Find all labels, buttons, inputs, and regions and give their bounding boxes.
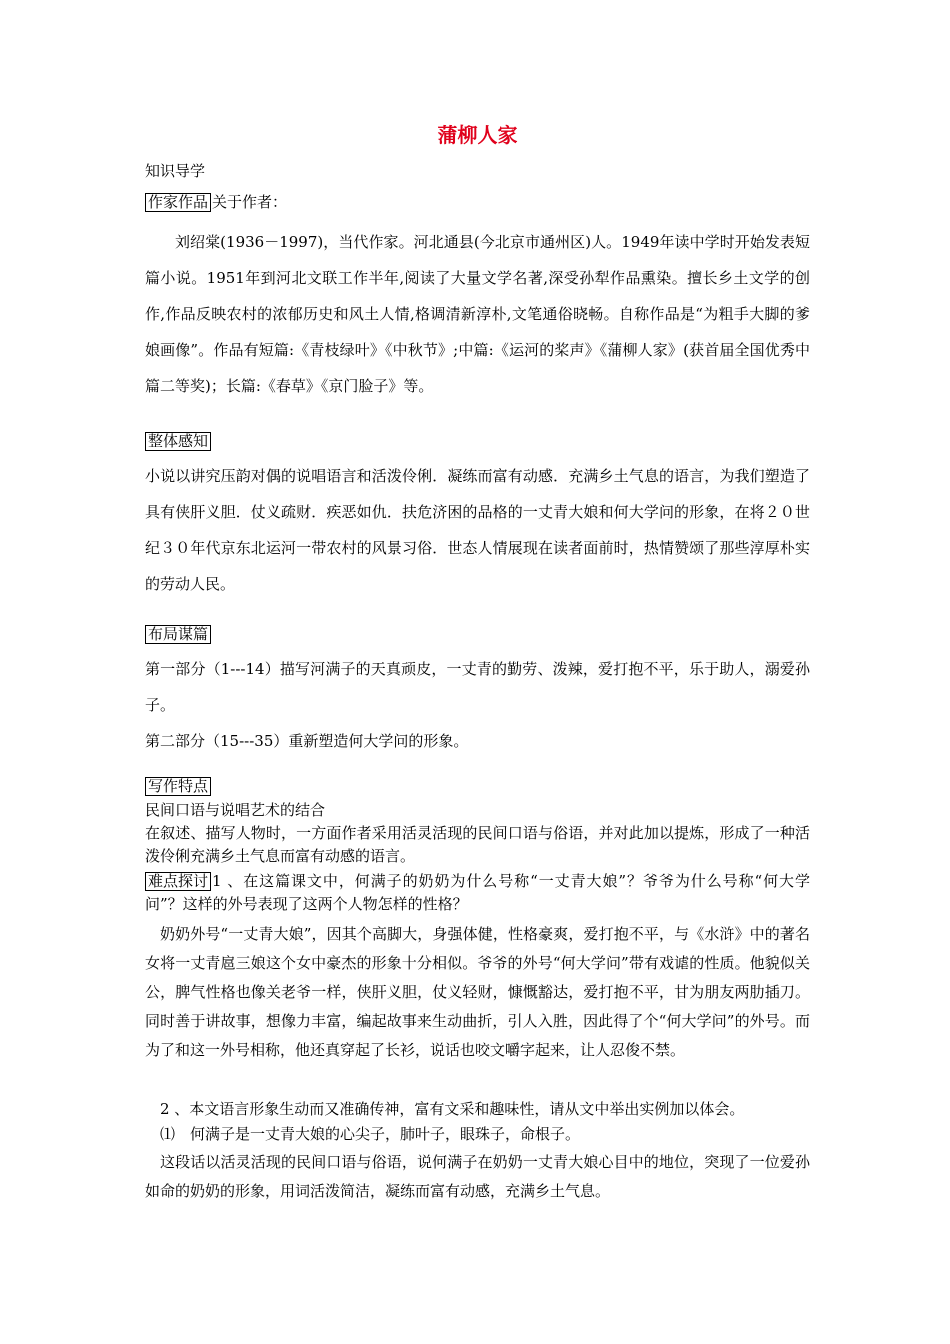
overall-paragraph: 小说以讲究压韵对偶的说唱语言和活泼伶俐．凝练而富有动感．充满乡土气息的语言，为我们塑造了具有侠肝义胆．仗义疏财．疾恶如仇．扶危济困的品格的一丈青大娘和何大学问的形象，在将２０世纪３０年代京东北运河一带农村的风景习俗．世态人情展现在读者面前时，热情赞颂了那些淳厚朴实的劳动人民。	[145, 467, 810, 593]
author-section-tag: 作家作品	[145, 193, 211, 212]
layout-heading-row	[145, 623, 810, 645]
overall-heading-row	[145, 430, 810, 452]
layout-section-tag: 布局谋篇	[145, 625, 211, 644]
answer-2-paragraph: 这段话以活灵活现的民间口语与俗语，说何满子在奶奶一丈青大娘心目中的地位，突现了一位爱孙如命的奶奶的形象，用词活泼简洁，凝练而富有动感，充满乡土气息。	[145, 1153, 810, 1200]
author-intro-label: 关于作者：	[212, 193, 288, 211]
writing-section-tag: 写作特点	[145, 777, 211, 796]
author-paragraph: 刘绍棠(1936－1997)，当代作家。河北通县(今北京市通州区)人。1949年读中学时开始发表短篇小说。1951年到河北文联工作半年,阅读了大量文学名著,深受孙犁作品熏染。擅长乡土文学的创作,作品反映农村的浓郁历史和风土人情,格调清新淳朴,文笔通俗晓畅。自称作品是“为粗手大脚的爹娘画像”。作品有短篇:《青枝绿叶》《中秋节》;中篇:《运河的桨声》《蒲柳人家》(获首届全国优秀中篇二等奖)；长篇:《春草》《京门脸子》等。	[145, 233, 810, 395]
layout-part2-paragraph: 第二部分（15---35）重新塑造何大学问的形象。	[145, 732, 469, 750]
overall-section-tag: 整体感知	[145, 432, 211, 451]
writing-paragraph: 在叙述、描写人物时，一方面作者采用活灵活现的民间口语与俗语，并对此加以提炼，形成了一种活泼伶俐充满乡土气息而富有动感的语言。	[145, 824, 810, 865]
question-2-item-1: ⑴ 何满子是一丈青大娘的心尖子，肺叶子，眼珠子，命根子。	[160, 1125, 581, 1143]
answer-1-paragraph: 奶奶外号“一丈青大娘”，因其个高脚大，身强体健，性格豪爽，爱打抱不平，与《水浒》中的著名女将一丈青扈三娘这个女中豪杰的形象十分相似。爷爷的外号“何大学问”带有戏谑的性质。他貌似关公，脾气性格也像关老爷一样，侠肝义胆，仗义轻财，慷慨豁达，爱打抱不平，甘为朋友两肋插刀。同时善于讲故事，想像力丰富，编起故事来生动曲折，引人入胜，因此得了个“何大学问”的外号。而为了和这一外号相称，他还真穿起了长衫，说话也咬文嚼字起来，让人忍俊不禁。	[145, 925, 810, 1059]
difficulty-question-1	[145, 870, 810, 916]
guide-heading: 知识导学	[145, 162, 206, 180]
author-heading-row	[145, 191, 810, 213]
layout-part1-paragraph: 第一部分（1---14）描写河满子的天真顽皮，一丈青的勤劳、泼辣，爱打抱不平，乐于助人，溺爱孙子。	[145, 660, 810, 714]
question-2-paragraph: 2 、本文语言形象生动而又准确传神，富有文采和趣味性，请从文中举出实例加以体会。	[160, 1100, 745, 1118]
writing-subheading: 民间口语与说唱艺术的结合	[145, 801, 326, 819]
difficulty-section-tag: 难点探讨	[145, 872, 211, 891]
question-1-text: 1 、在这篇课文中，何满子的奶奶为什么号称“一丈青大娘”？爷爷为什么号称“何大学问”？这样的外号表现了这两个人物怎样的性格？	[145, 872, 810, 913]
document-title: 蒲柳人家	[437, 123, 518, 147]
writing-heading-row	[145, 775, 810, 797]
